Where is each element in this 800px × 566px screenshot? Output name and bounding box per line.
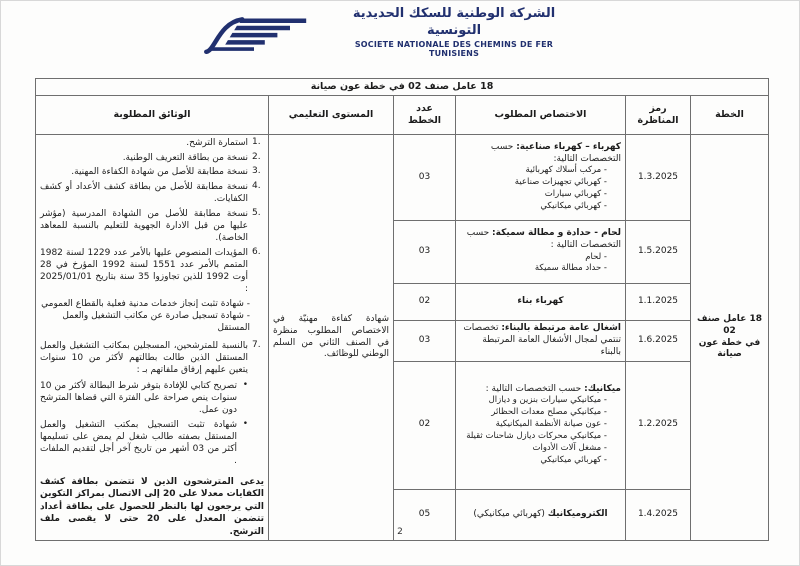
specialty-item: - ميكانيكي محركات ديازل شاحنات ثقيلة xyxy=(466,431,607,442)
specialty-item: - حداد مطالة سميكة xyxy=(534,263,607,274)
column-header-count: عدد الخطط xyxy=(394,96,456,135)
position-count-cell: 03 xyxy=(394,135,456,221)
specialty-heading: ميكانيك: حسب التخصصات التالية : xyxy=(485,383,621,394)
specialty-item: - كهربائي تجهيزات صناعية xyxy=(514,177,607,188)
document-text: بالنسبة للمترشحين، المسجلين بمكاتب التشغيل والعمل المستقل الذين طالت بطالتهم لأكثر من 10 سنوات يتعين عليهم إرفاق ملفاتهم بـ : xyxy=(40,341,248,376)
specialty-item: - ميكانيكي مصلح معدات الحظائر xyxy=(491,407,607,418)
specialty-cell xyxy=(456,361,626,489)
specialty-title: ميكانيك: xyxy=(584,383,621,394)
document-sub-item: - شهادة تثبت إنجاز خدمات مدنية فعلية بالقطاع العمومي xyxy=(41,298,250,309)
plan-line: في خطة عون صيانة xyxy=(698,337,761,360)
document-number: 6. xyxy=(252,246,261,257)
position-count-cell: 03 xyxy=(394,220,456,283)
specialty-item: - مشغل آلات الأدوات xyxy=(532,442,607,453)
document-text: شهادة تثبت التسجيل بمكتب التشغيل والعمل المستقل بصفته طالب شغل لم يمض على تسليمها أكثر من 03 أشهر من تاريخ آخر أجل لتقديم الملفات . xyxy=(40,419,237,467)
education-level-cell: شهادة كفاءة مهنيّة في الاختصاص المطلوب منظرة في الصنف الثاني من السلم الوطني للوظائف. xyxy=(269,135,394,541)
page-number: 2 xyxy=(397,527,403,537)
position-count-cell: 05 xyxy=(394,489,456,541)
competition-code-cell: 1.5.2025 xyxy=(626,220,691,283)
competition-code-cell: 1.2.2025 xyxy=(626,361,691,489)
document-item xyxy=(40,340,264,376)
position-count-cell: 03 xyxy=(394,321,456,362)
column-header-plan: الخطة xyxy=(691,96,769,135)
specialty-title: كهرباء – كهرباء صناعية: xyxy=(516,141,621,152)
column-header-documents: الوثائق المطلوبة xyxy=(36,96,269,135)
documents-closing-note: يدعى المترشحون الذين لا تتضمن بطاقة كشف الكفايات معدلا على 20 إلى الاتصال بمراكز التكوين التي يرجعون لها بالنظر للحصول على بطاقة أعداد تتضمن المعدل على 20 حتى لا يقصى ملف الترشح. xyxy=(40,476,265,537)
bullet-icon: • xyxy=(242,379,248,390)
document-number: 4. xyxy=(252,180,261,191)
sncft-logo-icon xyxy=(200,6,308,58)
specialty-heading: اشغال عامة مرتبطة بالبناء: تخصصات تنتمي لمجال الأشغال العامة المرتبطة بالبناء xyxy=(463,323,621,357)
recruitment-table xyxy=(35,78,769,541)
specialty-title: اشغال عامة مرتبطة بالبناء: xyxy=(501,323,621,334)
bullet-icon: • xyxy=(242,418,248,429)
specialty-heading xyxy=(460,296,621,308)
competition-code-cell: 1.3.2025 xyxy=(626,135,691,221)
company-name-french: SOCIETE NATIONALE DES CHEMINS DE FER TUNISIENS xyxy=(354,39,554,58)
specialty-heading: كهرباء – كهرباء صناعية: حسب التخصصات التالية: xyxy=(490,141,621,164)
document-text: نسخة من بطاقة التعريف الوطنية. xyxy=(122,152,248,163)
document-item xyxy=(40,152,264,164)
plan-cell xyxy=(691,135,769,541)
document-item xyxy=(40,247,264,296)
competition-code-cell: 1.1.2025 xyxy=(626,283,691,320)
table-title-row xyxy=(36,79,769,96)
document-text: تصريح كتابي للإفادة بتوفر شرط البطالة لأكثر من 10 سنوات ينص صراحة على الفترة التي قضاها المترشح دون عمل. xyxy=(40,380,237,415)
document-text: نسخة مطابقة للأصل من شهادة الكفاءة المهنية. xyxy=(71,167,248,178)
specialty-title: الكتروميكانيك xyxy=(547,509,608,520)
specialty-cell xyxy=(456,283,626,320)
document-bullet-item xyxy=(40,419,264,468)
specialty-item: - ميكانيكي سيارات بنزين و ديازال xyxy=(488,395,607,406)
document-bullet-item xyxy=(40,380,264,416)
document-number: 5. xyxy=(252,207,261,218)
document-text: نسخة مطابقة للأصل من بطاقة كشف الأعداد أو كشف الكفايات. xyxy=(40,181,248,205)
competition-code-cell: 1.4.2025 xyxy=(626,489,691,541)
document-number: 2. xyxy=(252,151,261,162)
specialty-item: - لحام xyxy=(585,251,607,262)
documents-cell xyxy=(36,135,269,541)
specialty-cell xyxy=(456,135,626,221)
document-sub-item: - شهادة تسجيل صادرة عن مكاتب التشغيل والعمل المستقل xyxy=(62,310,250,333)
column-header-code: رمز المناظرة xyxy=(626,96,691,135)
specialty-item: - مركب أسلاك كهربائية xyxy=(525,165,607,176)
specialty-title: كهرباء بناء xyxy=(517,295,564,306)
table-header-row xyxy=(36,96,769,135)
column-header-level: المستوى التعليمي xyxy=(269,96,394,135)
specialty-item: - كهربائي ميكانيكي xyxy=(540,201,607,212)
specialty-item: - عون صيانة الأنظمة الميكانيكية xyxy=(495,419,607,430)
specialty-heading: الكتروميكانيك (كهربائي ميكانيكي) xyxy=(473,509,608,520)
position-count-cell: 02 xyxy=(394,283,456,320)
competition-code-cell: 1.6.2025 xyxy=(626,321,691,362)
document-header xyxy=(200,6,578,58)
plan-line: 18 عامل صنف 02 xyxy=(696,314,763,337)
specialty-item: - كهربائي سيارات xyxy=(544,189,607,200)
document-number: 3. xyxy=(252,166,261,177)
document-item xyxy=(40,166,264,178)
table-title: 18 عامل صنف 02 في خطة عون صيانة xyxy=(36,79,769,96)
document-number: 7. xyxy=(252,340,261,351)
specialty-cell xyxy=(456,220,626,283)
document-text: نسخة مطابقة للأصل من الشهادة المدرسية (مؤشر عليها من قبل الادارة الجهوية للتعليم بالنسبة للمعاهد الخاصة). xyxy=(40,208,248,243)
table-row xyxy=(36,135,769,221)
position-count-cell: 02 xyxy=(394,361,456,489)
specialty-title: لحام - حدادة و مطالة سميكة: xyxy=(492,228,621,239)
document-item xyxy=(40,208,264,244)
column-header-specialty: الاختصاص المطلوب xyxy=(456,96,626,135)
document-number: 1. xyxy=(252,137,261,147)
specialty-cell xyxy=(456,321,626,362)
document-text: المؤيدات المنصوص عليها بالأمر عدد 1229 لسنة 1982 المتمم بالأمر عدد 1551 لسنة 1992 المؤرخ في 28 أوت 1992 للذين تجاوزوا 35 سنة بتاريخ 2025/01/01 : xyxy=(40,247,248,295)
company-name-block xyxy=(330,6,578,58)
document-text: استمارة الترشح. xyxy=(186,138,248,148)
specialty-heading: لحام - حدادة و مطالة سميكة: حسب التخصصات التالية : xyxy=(466,228,621,250)
company-name-arabic: الشركة الوطنية للسكك الحديدية التونسية xyxy=(352,6,556,38)
document-item xyxy=(40,137,264,149)
document-item xyxy=(40,181,264,205)
specialty-item: - كهربائي ميكانيكي xyxy=(540,454,607,465)
